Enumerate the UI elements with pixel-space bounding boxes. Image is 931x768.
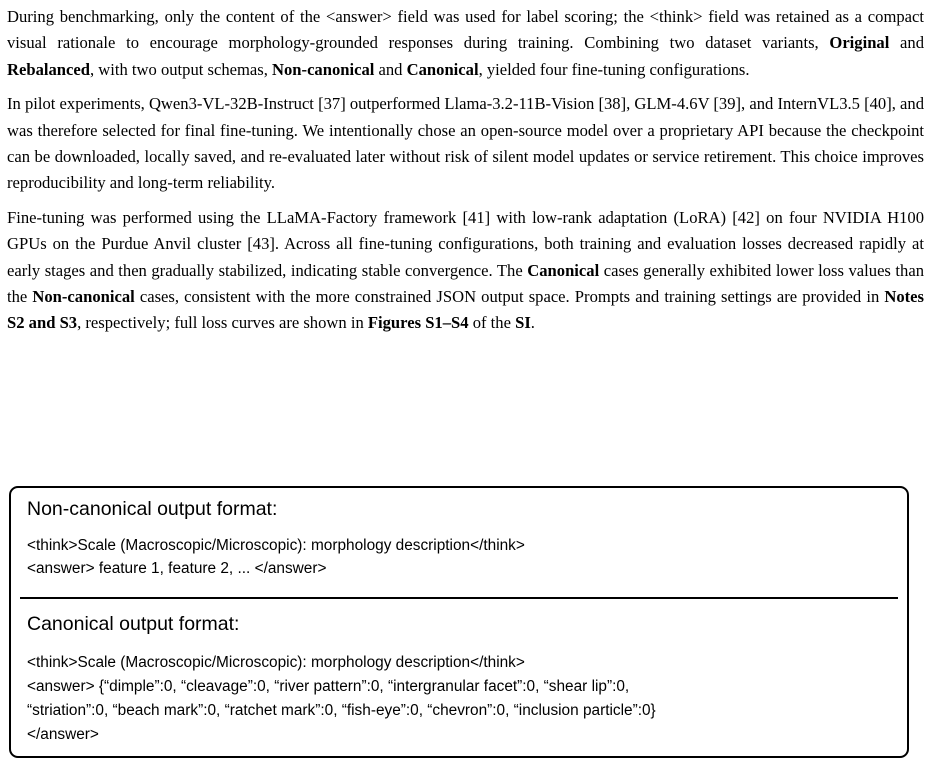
text-run: , yielded four fine-tuning configurations. [478,59,750,79]
bold-term-rebalanced: Rebalanced [7,59,90,79]
format-divider [20,597,898,599]
noncanonical-format-title: Non-canonical output format: [27,498,278,520]
canonical-answer-line-1: <answer> {“dimple”:0, “cleavage”:0, “river pattern”:0, “intergranular facet”:0, “shear lip”:0, [27,678,630,695]
text-run: During benchmarking, only the content of the <answer> field was used for label scoring; the <think> field was retained as a compact visual rationale to encourage morphology-grounded responses during training. Combining two dataset variants, [7,7,924,53]
text-run: cases generally exhibited lower loss values than the [7,260,924,307]
canonical-format-title: Canonical output format: [27,613,240,635]
text-run: of the [468,313,516,333]
bold-term-noncanonical: Non-canonical [32,287,135,307]
text-run: , with two output schemas, [89,59,273,79]
canonical-answer-line-2: “striation”:0, “beach mark”:0, “ratchet mark”:0, “fish-eye”:0, “chevron”:0, “inclusion particle”:0} [27,702,656,719]
canonical-answer-close: </answer> [27,726,99,743]
text-run: Fine-tuning was performed using the LLaMA-Factory framework [41] with low-rank adaptation (LoRA) [42] on four NVIDIA H100 GPUs on the Purdue Anvil cluster [43]. Across all fine-tuning configurations, both training and evaluation losses decreased rapidly at early stages and then gradually stabilized, indicating stable convergence. The [7,207,924,280]
noncanonical-think-line: <think>Scale (Macroscopic/Microscopic): morphology description</think> [27,537,525,554]
bold-ref-notes: Notes S2 and S3 [7,287,924,333]
noncanonical-answer-line: <answer> feature 1, feature 2, ... </answer> [27,560,327,577]
bold-term-noncanonical: Non-canonical [272,59,375,79]
text-run: and [889,33,925,53]
text-run: , respectively; full loss curves are shown in [77,313,368,333]
bold-term-canonical: Canonical [527,260,600,280]
bold-term-canonical: Canonical [406,59,479,79]
bold-ref-si: SI [515,313,531,333]
output-format-box [9,486,909,758]
text-run: cases, consistent with the more constrained JSON output space. Prompts and training settings are provided in [134,287,885,307]
text-run: . [530,313,535,333]
bold-ref-figures: Figures S1–S4 [367,313,469,333]
bold-term-original: Original [829,33,890,53]
paragraph-fine-tuning [7,205,924,337]
canonical-think-line: <think>Scale (Macroscopic/Microscopic): morphology description</think> [27,654,525,671]
paper-body [7,4,924,345]
paragraph-benchmarking [7,4,924,83]
text-run: and [374,59,407,79]
paragraph-pilot-experiments: In pilot experiments, Qwen3-VL-32B-Instruct [37] outperformed Llama-3.2-11B-Vision [38], GLM-4.6V [39], and InternVL3.5 [40], and was therefore selected for final fine-tuning. We intentionally chose an open-source model over a proprietary API because the checkpoint can be downloaded, locally saved, and re-evaluated later without risk of silent model updates or service retirement. This choice improves reproducibility and long-term reliability. [7,94,924,193]
